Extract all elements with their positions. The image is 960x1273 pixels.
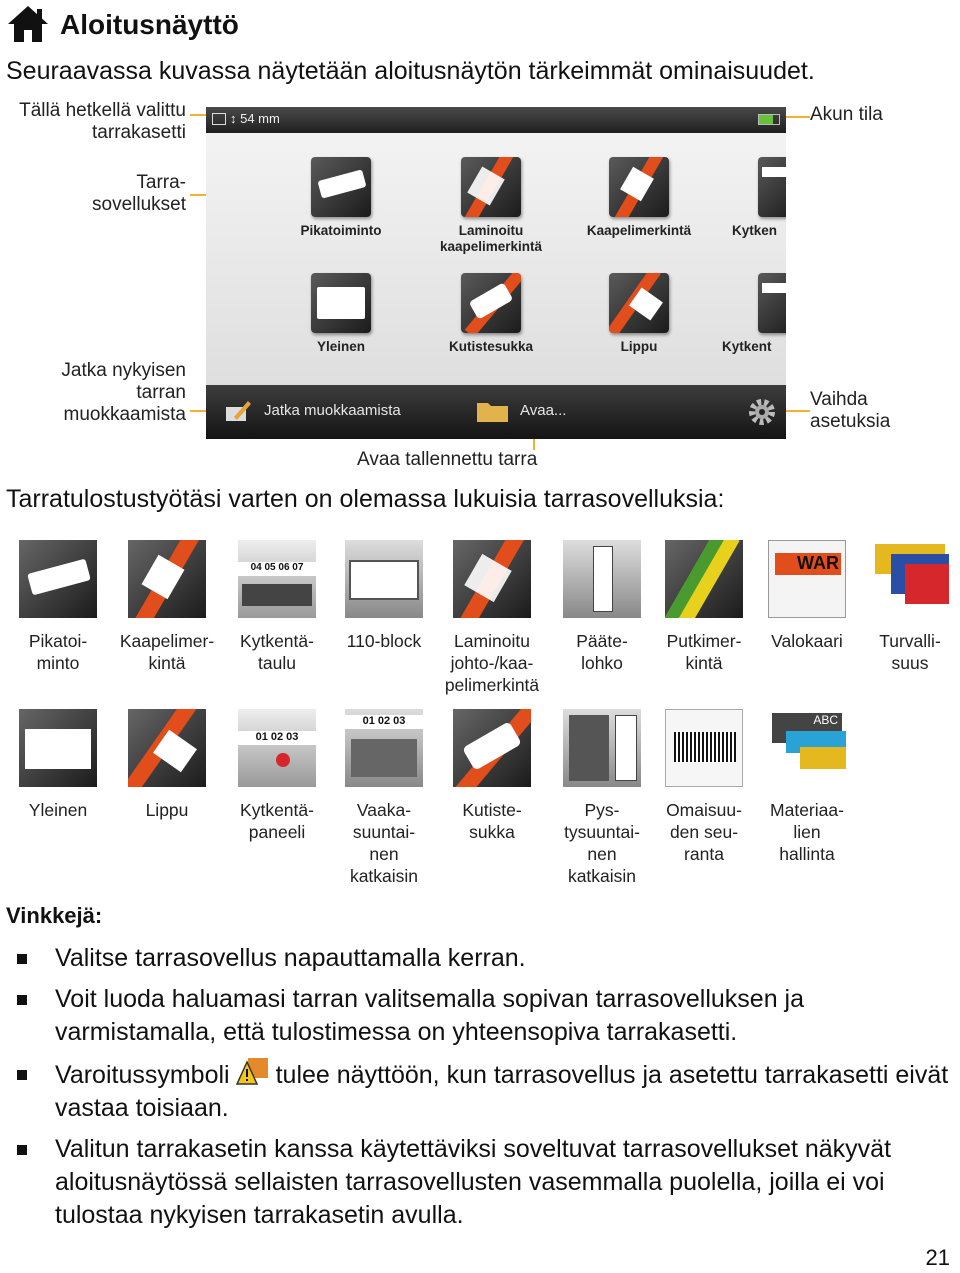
general-label-icon (19, 709, 97, 787)
tips-heading: Vinkkejä: (6, 903, 103, 928)
callout-continue: Jatka nykyisen tarran muokkaamista (61, 360, 186, 425)
battery-icon (758, 114, 780, 125)
patch-panel-icon (758, 273, 786, 333)
app-tile-paatelohko[interactable]: Pääte- lohko (548, 540, 656, 674)
edit-icon[interactable] (224, 399, 252, 423)
terminal-block-icon (563, 540, 641, 618)
cable-label-icon (128, 540, 206, 618)
app-tile-yleinen[interactable]: Yleinen (4, 709, 112, 821)
safety-icon (871, 540, 949, 618)
cassette-icon (212, 113, 226, 125)
asset-tracking-icon (665, 709, 743, 787)
laminated-cable-icon (453, 540, 531, 618)
app-tile-pystysuuntainen[interactable]: Pys- tysuuntai- nen katkaisin (548, 709, 656, 887)
heat-shrink-icon (453, 709, 531, 787)
app-tile-laminoitu[interactable]: Laminoitu johto-/kaa- pelimerkintä (438, 540, 546, 696)
flag-label-icon (609, 273, 669, 333)
app-tile-lippu[interactable]: Lippu (113, 709, 221, 821)
callout-cassette: Tällä hetkellä valittu tarrakasetti (19, 100, 186, 143)
gear-icon[interactable] (747, 397, 777, 427)
laminated-cable-icon (461, 157, 521, 217)
app-kaapelimerkinta[interactable]: Kaapelimerkintä (564, 157, 714, 239)
app-tile-pikatoiminto[interactable]: Pikatoi- minto (4, 540, 112, 674)
bullet (17, 995, 27, 1005)
110-block-icon (345, 540, 423, 618)
bullet (17, 1145, 27, 1155)
status-bar (206, 107, 786, 133)
pipe-marker-icon (665, 540, 743, 618)
open-button[interactable]: Avaa... (520, 402, 567, 419)
app-tile-valokaari[interactable]: WAR Valokaari (753, 540, 861, 652)
arc-flash-icon: WAR (768, 540, 846, 618)
app-yleinen[interactable]: Yleinen (266, 273, 416, 355)
intro-text: Seuraavassa kuvassa näytetään aloitusnäytön tärkeimmät ominaisuudet. (6, 57, 815, 85)
page-number: 21 (925, 1245, 950, 1270)
app-tile-omaisuus[interactable]: Omaisuu- den seu- ranta (650, 709, 758, 865)
page-title: Aloitusnäyttö (60, 9, 239, 40)
quick-label-icon (19, 540, 97, 618)
callout-battery: Akun tila (810, 104, 883, 125)
general-label-icon (311, 273, 371, 333)
app-tile-kytkentataulu[interactable]: 04 05 06 07 Kytkentä- taulu (223, 540, 331, 674)
app-tile-materiaali[interactable]: ABC Materiaa- lien hallinta (753, 709, 861, 865)
device-home-screen (206, 107, 786, 439)
flag-label-icon (128, 709, 206, 787)
vertical-breaker-icon (563, 709, 641, 787)
continue-editing-button[interactable]: Jatka muokkaamista (264, 402, 401, 419)
cable-label-icon (609, 157, 669, 217)
bottom-bar (206, 385, 786, 439)
quick-label-icon (311, 157, 371, 217)
patch-panel-icon (758, 157, 786, 217)
app-tile-putkimerkinta[interactable]: Putkimer- kintä (650, 540, 758, 674)
folder-icon[interactable] (476, 399, 510, 423)
patch-panel-icon: 01 02 03 (238, 709, 316, 787)
app-tile-vaakasuuntainen[interactable]: 01 02 03 Vaaka- suuntai- nen katkaisin (330, 709, 438, 887)
app-tile-kaapelimerkinta[interactable]: Kaapelimer- kintä (113, 540, 221, 674)
app-tile-turvallisuus[interactable]: Turvalli- suus (856, 540, 960, 674)
app-tile-kutistesukka[interactable]: Kutiste- sukka (438, 709, 546, 843)
app-lippu[interactable]: Lippu (564, 273, 714, 355)
app-tile-kytkentapaneeli[interactable]: 01 02 03 Kytkentä- paneeli (223, 709, 331, 843)
home-icon (6, 4, 50, 44)
callout-open: Avaa tallennettu tarra (357, 449, 538, 470)
app-tile-110-block[interactable]: 110-block (330, 540, 438, 652)
bullet (17, 954, 27, 964)
material-management-icon: ABC (768, 709, 846, 787)
horizontal-breaker-icon: 01 02 03 (345, 709, 423, 787)
app-kytkenta[interactable]: Kytken (714, 157, 786, 239)
callout-settings: Vaihda asetuksia (810, 389, 891, 432)
app-pikatoiminto[interactable]: Pikatoiminto (266, 157, 416, 239)
heat-shrink-icon (461, 273, 521, 333)
warning-icon (236, 1058, 270, 1088)
cassette-size: ↕ 54 mm (230, 111, 280, 126)
applications-heading: Tarratulostustyötäsi varten on olemassa lukuisia tarrasovelluksia: (6, 485, 725, 513)
app-kytkent[interactable]: Kytkent (714, 273, 786, 355)
app-laminoitu[interactable]: Laminoitu kaapelimerkintä (416, 157, 566, 255)
patch-panel-icon: 04 05 06 07 (238, 540, 316, 618)
callout-apps: Tarra- sovellukset (92, 172, 186, 215)
bullet (17, 1070, 27, 1080)
app-kutistesukka[interactable]: Kutistesukka (416, 273, 566, 355)
